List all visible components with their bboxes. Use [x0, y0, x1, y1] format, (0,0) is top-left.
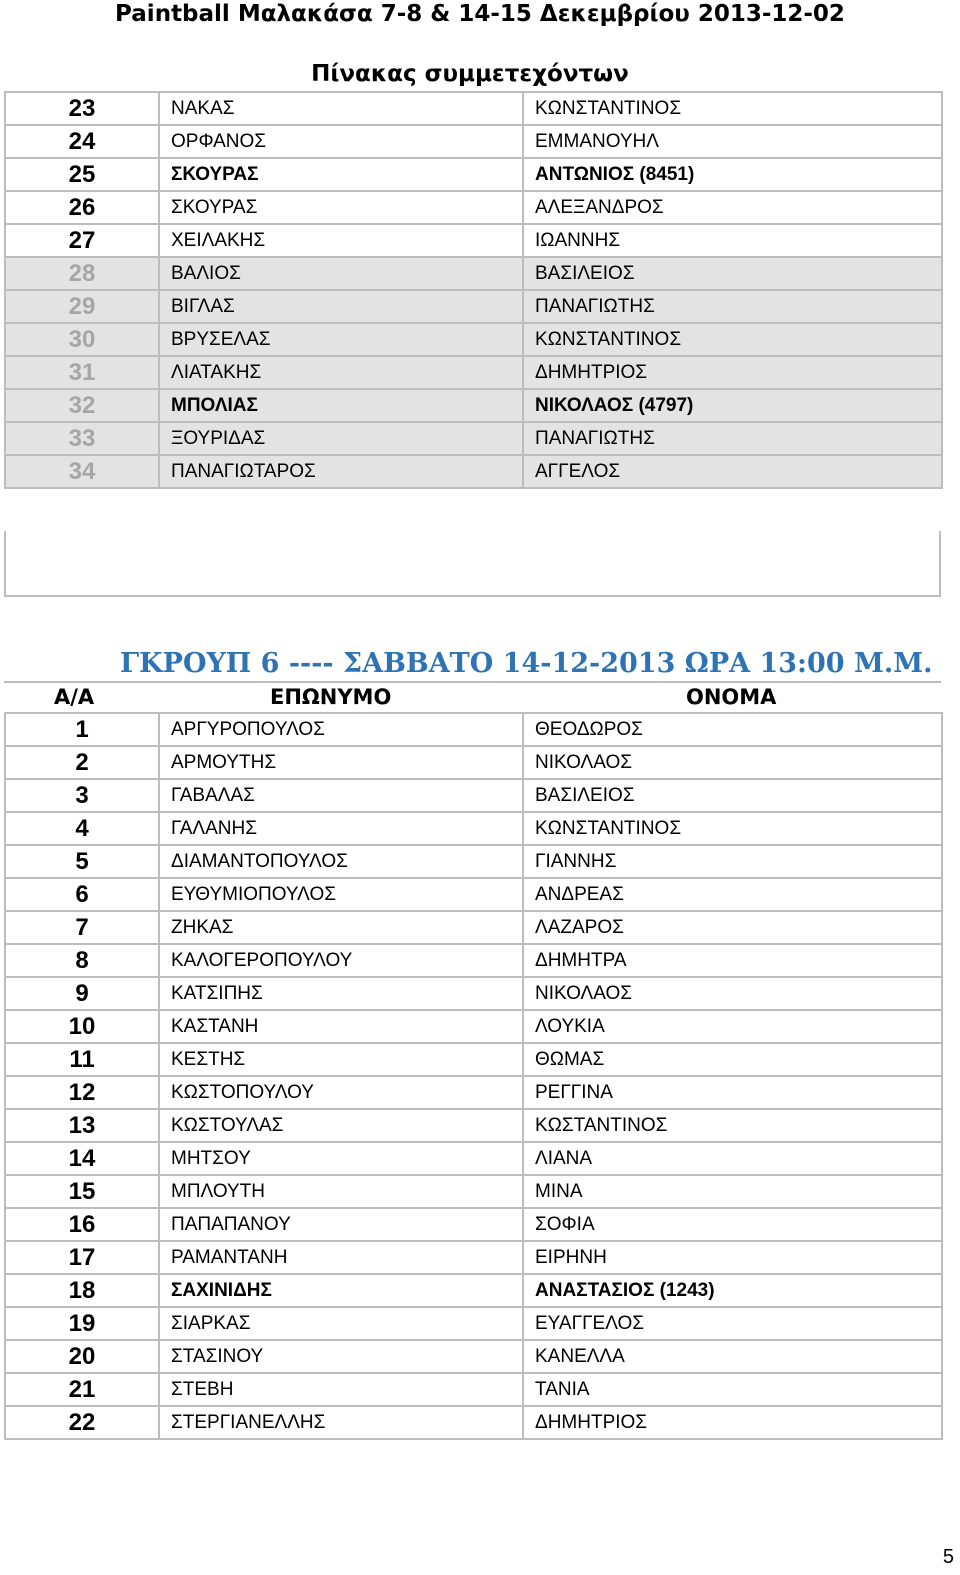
row-name: ΒΑΣΙΛΕΙΟΣ [523, 257, 942, 290]
page-number: 5 [942, 1546, 954, 1568]
row-surname: ΠΑΝΑΓΙΩΤΑΡΟΣ [159, 455, 523, 488]
row-surname: ΣΚΟΥΡΑΣ [159, 191, 523, 224]
row-name: ΚΑΝΕΛΛΑ [523, 1340, 942, 1373]
row-number: 33 [5, 422, 159, 455]
row-name: ΘΕΟΔΩΡΟΣ [523, 713, 942, 746]
row-name: ΒΑΣΙΛΕΙΟΣ [523, 779, 942, 812]
row-number: 28 [5, 257, 159, 290]
row-surname: ΒΡΥΣΕΛΑΣ [159, 323, 523, 356]
row-name: ΑΓΓΕΛΟΣ [523, 455, 942, 488]
column-header-surname: ΕΠΩΝΥΜΟ [270, 685, 392, 709]
row-name: ΡΕΓΓΙΝΑ [523, 1076, 942, 1109]
row-name: ΘΩΜΑΣ [523, 1043, 942, 1076]
row-number: 5 [5, 845, 159, 878]
row-name: ΑΝΤΩΝΙΟΣ (8451) [523, 158, 942, 191]
table-row [5, 845, 942, 878]
table-row [5, 191, 942, 224]
table-row [5, 1142, 942, 1175]
table-row [5, 977, 942, 1010]
row-surname: ΑΡΜΟΥΤΗΣ [159, 746, 523, 779]
row-number: 19 [5, 1307, 159, 1340]
row-name: ΣΟΦΙΑ [523, 1208, 942, 1241]
table-row [5, 1274, 942, 1307]
row-name: ΙΩΑΝΝΗΣ [523, 224, 942, 257]
row-surname: ΣΤΑΣΙΝΟΥ [159, 1340, 523, 1373]
row-surname: ΓΑΒΑΛΑΣ [159, 779, 523, 812]
row-name: ΝΙΚΟΛΑΟΣ (4797) [523, 389, 942, 422]
row-surname: ΕΥΘΥΜΙΟΠΟΥΛΟΣ [159, 878, 523, 911]
row-surname: ΣΤΕΡΓΙΑΝΕΛΛΗΣ [159, 1406, 523, 1439]
row-surname: ΝΑΚΑΣ [159, 92, 523, 125]
row-number: 31 [5, 356, 159, 389]
table-row [5, 878, 942, 911]
table-row [5, 422, 942, 455]
row-surname: ΚΕΣΤΗΣ [159, 1043, 523, 1076]
table-row [5, 1307, 942, 1340]
row-name: ΑΝΔΡΕΑΣ [523, 878, 942, 911]
row-number: 24 [5, 125, 159, 158]
row-name: ΛΙΑΝΑ [523, 1142, 942, 1175]
row-name: ΠΑΝΑΓΙΩΤΗΣ [523, 422, 942, 455]
row-name: ΚΩΝΣΤΑΝΤΙΝΟΣ [523, 812, 942, 845]
table-row [5, 1109, 942, 1142]
row-number: 32 [5, 389, 159, 422]
row-number: 16 [5, 1208, 159, 1241]
row-surname: ΜΠΛΟΥΤΗ [159, 1175, 523, 1208]
table-row [5, 455, 942, 488]
row-name: ΛΑΖΑΡΟΣ [523, 911, 942, 944]
row-name: ΤΑΝΙΑ [523, 1373, 942, 1406]
row-number: 27 [5, 224, 159, 257]
document-subtitle: Πίνακας συμμετεχόντων [311, 61, 629, 87]
row-number: 2 [5, 746, 159, 779]
row-number: 22 [5, 1406, 159, 1439]
table-row [5, 746, 942, 779]
row-name: ΚΩΝΣΤΑΝΤΙΝΟΣ [523, 92, 942, 125]
table-row [5, 1076, 942, 1109]
participants-table-continued [4, 91, 943, 489]
row-number: 11 [5, 1043, 159, 1076]
row-name: ΛΟΥΚΙΑ [523, 1010, 942, 1043]
row-surname: ΣΑΧΙΝΙΔΗΣ [159, 1274, 523, 1307]
row-number: 26 [5, 191, 159, 224]
row-number: 4 [5, 812, 159, 845]
table-row [5, 1208, 942, 1241]
row-number: 20 [5, 1340, 159, 1373]
table-row [5, 944, 942, 977]
row-surname: ΓΑΛΑΝΗΣ [159, 812, 523, 845]
table-row [5, 92, 942, 125]
group-6-table [4, 712, 943, 1440]
row-surname: ΞΟΥΡΙΔΑΣ [159, 422, 523, 455]
row-surname: ΚΑΛΟΓΕΡΟΠΟΥΛΟΥ [159, 944, 523, 977]
table-row [5, 1406, 942, 1439]
row-name: ΝΙΚΟΛΑΟΣ [523, 977, 942, 1010]
row-surname: ΖΗΚΑΣ [159, 911, 523, 944]
row-surname: ΚΩΣΤΟΥΛΑΣ [159, 1109, 523, 1142]
row-number: 14 [5, 1142, 159, 1175]
table-row [5, 779, 942, 812]
row-number: 18 [5, 1274, 159, 1307]
row-name: ΔΗΜΗΤΡΙΟΣ [523, 1406, 942, 1439]
row-name: ΑΛΕΞΑΝΔΡΟΣ [523, 191, 942, 224]
row-surname: ΔΙΑΜΑΝΤΟΠΟΥΛΟΣ [159, 845, 523, 878]
row-surname: ΜΠΟΛΙΑΣ [159, 389, 523, 422]
row-name: ΔΗΜΗΤΡΙΟΣ [523, 356, 942, 389]
row-surname: ΚΑΤΣΙΠΗΣ [159, 977, 523, 1010]
table-row [5, 125, 942, 158]
table-row [5, 1340, 942, 1373]
row-number: 3 [5, 779, 159, 812]
column-header-aa: Α/Α [54, 685, 95, 709]
table-row [5, 1373, 942, 1406]
table-spacer [4, 531, 941, 597]
row-number: 9 [5, 977, 159, 1010]
row-surname: ΣΙΑΡΚΑΣ [159, 1307, 523, 1340]
row-surname: ΜΗΤΣΟΥ [159, 1142, 523, 1175]
row-number: 30 [5, 323, 159, 356]
group-6-table-body [5, 713, 942, 1439]
row-number: 6 [5, 878, 159, 911]
row-surname: ΟΡΦΑΝΟΣ [159, 125, 523, 158]
table-row [5, 911, 942, 944]
table-row [5, 1241, 942, 1274]
row-surname: ΛΙΑΤΑΚΗΣ [159, 356, 523, 389]
row-number: 10 [5, 1010, 159, 1043]
column-header-row [4, 681, 941, 712]
column-header-name: ΟΝΟΜΑ [686, 685, 777, 709]
table-row [5, 1043, 942, 1076]
row-surname: ΒΑΛΙΟΣ [159, 257, 523, 290]
table-row [5, 257, 942, 290]
row-name: ΓΙΑΝΝΗΣ [523, 845, 942, 878]
table-row [5, 812, 942, 845]
group-heading: ΓΚΡΟΥΠ 6 ---- ΣΑΒΒΑΤΟ 14-12-2013 ΩΡΑ 13:00 Μ.Μ. [120, 648, 933, 679]
row-surname: ΧΕΙΛΑΚΗΣ [159, 224, 523, 257]
row-name: ΕΜΜΑΝΟΥΗΛ [523, 125, 942, 158]
row-number: 7 [5, 911, 159, 944]
row-surname: ΚΑΣΤΑΝΗ [159, 1010, 523, 1043]
row-name: ΚΩΝΣΤΑΝΤΙΝΟΣ [523, 323, 942, 356]
row-surname: ΠΑΠΑΠΑΝΟΥ [159, 1208, 523, 1241]
table-row [5, 323, 942, 356]
row-name: ΔΗΜΗΤΡΑ [523, 944, 942, 977]
row-name: ΕΙΡΗΝΗ [523, 1241, 942, 1274]
row-surname: ΚΩΣΤΟΠΟΥΛΟΥ [159, 1076, 523, 1109]
table-row [5, 713, 942, 746]
row-name: ΠΑΝΑΓΙΩΤΗΣ [523, 290, 942, 323]
row-surname: ΡΑΜΑΝΤΑΝΗ [159, 1241, 523, 1274]
table-row [5, 356, 942, 389]
row-number: 17 [5, 1241, 159, 1274]
row-number: 15 [5, 1175, 159, 1208]
row-name: ΜΙΝΑ [523, 1175, 942, 1208]
row-number: 34 [5, 455, 159, 488]
row-number: 8 [5, 944, 159, 977]
row-surname: ΣΤΕΒΗ [159, 1373, 523, 1406]
row-number: 21 [5, 1373, 159, 1406]
row-number: 12 [5, 1076, 159, 1109]
row-number: 13 [5, 1109, 159, 1142]
row-surname: ΣΚΟΥΡΑΣ [159, 158, 523, 191]
participants-table-body [5, 92, 942, 488]
table-row [5, 224, 942, 257]
row-number: 1 [5, 713, 159, 746]
table-row [5, 1175, 942, 1208]
row-number: 23 [5, 92, 159, 125]
row-surname: ΑΡΓΥΡΟΠΟΥΛΟΣ [159, 713, 523, 746]
row-number: 29 [5, 290, 159, 323]
row-number: 25 [5, 158, 159, 191]
table-row [5, 158, 942, 191]
table-row [5, 1010, 942, 1043]
table-row [5, 389, 942, 422]
row-surname: ΒΙΓΛΑΣ [159, 290, 523, 323]
table-row [5, 290, 942, 323]
row-name: ΚΩΣΤΑΝΤΙΝΟΣ [523, 1109, 942, 1142]
row-name: ΕΥΑΓΓΕΛΟΣ [523, 1307, 942, 1340]
row-name: ΝΙΚΟΛΑΟΣ [523, 746, 942, 779]
document-title: Paintball Μαλακάσα 7-8 & 14-15 Δεκεμβρίου 2013-12-02 [115, 1, 845, 27]
row-name: ΑΝΑΣΤΑΣΙΟΣ (1243) [523, 1274, 942, 1307]
